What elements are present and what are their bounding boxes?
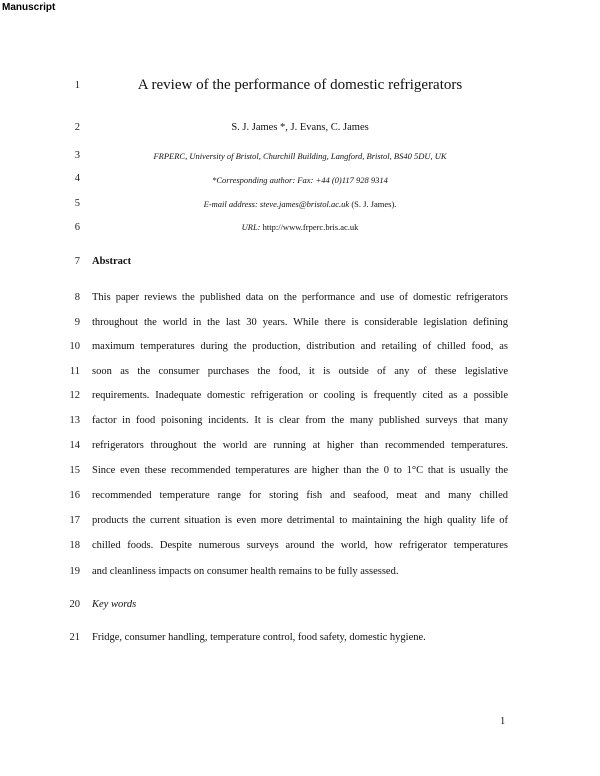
keywords-heading: Key words (92, 599, 137, 610)
line-number: 20 (69, 599, 80, 610)
line-number: 21 (69, 632, 80, 643)
paper-title: A review of the performance of domestic refrigerators (137, 77, 463, 93)
url-label: URL: (241, 222, 261, 232)
line-number: 4 (74, 173, 80, 184)
line-number: 12 (69, 390, 80, 401)
line-number: 9 (74, 317, 80, 328)
line-number: 18 (69, 540, 80, 551)
email-line (100, 199, 500, 209)
line-number: 19 (69, 566, 80, 577)
line-number: 11 (69, 366, 80, 377)
line-number: 16 (69, 490, 80, 501)
line-number: 7 (74, 256, 80, 267)
line-number: 14 (69, 440, 80, 451)
abstract-line: recommended temperature range for storing fish and seafood, meat and many chilled (92, 490, 508, 501)
abstract-line: factor in food poisoning incidents. It is clear from the many published surveys that many (92, 415, 508, 426)
line-number: 17 (69, 515, 80, 526)
manuscript-tag: Manuscript (2, 2, 56, 13)
abstract-line: chilled foods. Despite numerous surveys around the world, how refrigerator temperatures (92, 540, 508, 551)
url-line (100, 222, 500, 232)
line-number: 13 (69, 415, 80, 426)
abstract-line: and cleanliness impacts on consumer health remains to be fully assessed. (92, 566, 399, 577)
line-number: 10 (69, 341, 80, 352)
line-number: 5 (74, 198, 80, 209)
line-number: 15 (69, 465, 80, 476)
author-list: S. J. James *, J. Evans, C. James (231, 122, 369, 133)
line-number: 2 (74, 122, 80, 133)
line-number: 3 (74, 150, 80, 161)
line-number: 1 (74, 80, 80, 91)
abstract-heading: Abstract (92, 256, 132, 267)
abstract-line: throughout the world in the last 30 years. While there is considerable legislation defining (92, 317, 508, 328)
abstract-line: maximum temperatures during the production, distribution and retailing of chilled food, as (92, 341, 508, 352)
abstract-line: This paper reviews the published data on the performance and use of domestic refrigerators (92, 292, 508, 303)
keywords-text: Fridge, consumer handling, temperature control, food safety, domestic hygiene. (92, 632, 426, 643)
corresponding-author: *Corresponding author: Fax: +44 (0)117 928 9314 (212, 175, 388, 185)
abstract-line: refrigerators throughout the world are running at higher than recommended temperatures. (92, 440, 508, 451)
abstract-line: products the current situation is even more detrimental to maintaining the high quality life of (92, 515, 508, 526)
page-number: 1 (500, 716, 506, 727)
url-link[interactable]: http://www.frperc.bris.ac.uk (262, 222, 359, 232)
email-address[interactable]: steve.james@bristol.ac.uk (259, 199, 350, 209)
email-suffix: (S. J. James). (351, 199, 397, 209)
abstract-line: soon as the consumer purchases the food, it is outside of any of these legislative (92, 366, 508, 377)
line-number: 8 (74, 292, 80, 303)
line-number: 6 (74, 222, 80, 233)
affiliation: FRPERC, University of Bristol, Churchill Building, Langford, Bristol, BS40 5DU, UK (153, 151, 447, 161)
abstract-line: requirements. Inadequate domestic refrigeration or cooling is frequently cited as a possible (92, 390, 508, 401)
abstract-line: Since even these recommended temperatures are higher than the 0 to 1°C that is usually the (92, 465, 508, 476)
email-label: E-mail address: (203, 199, 258, 209)
